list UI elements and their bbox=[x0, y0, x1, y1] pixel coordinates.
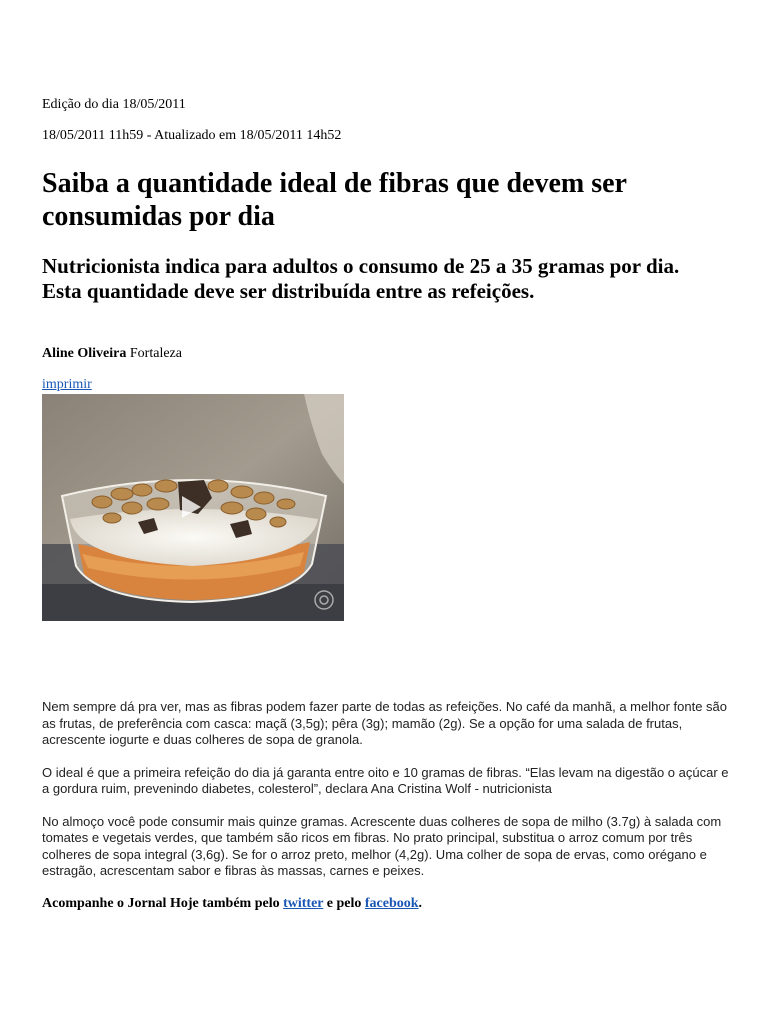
body-paragraph-1: Nem sempre dá pra ver, mas as fibras podem fazer parte de todas as refeições. No café da manhã, a melhor fonte são as frutas, de preferência com casca: maçã (3,5g); pêra (3g); mamão (2g). Se a opção for uma salada de frutas, acrescente iogurte e duas colheres de sopa de granola. bbox=[42, 699, 728, 747]
subhead-line-2: Esta quantidade deve ser distribuída entre as refeições. bbox=[42, 279, 535, 303]
article-body bbox=[42, 699, 732, 896]
article-subhead bbox=[42, 254, 722, 304]
twitter-link[interactable]: twitter bbox=[283, 896, 324, 911]
follow-prefix: Acompanhe o Jornal Hoje também pelo bbox=[42, 896, 280, 911]
follow-middle: e pelo bbox=[326, 896, 362, 911]
subhead-line-1: Nutricionista indica para adultos o consumo de 25 a 35 gramas por dia. bbox=[42, 254, 680, 278]
body-paragraph-3: No almoço você pode consumir mais quinze gramas. Acrescente duas colheres de sopa de milho (3.7g) à salada com tomates e vegetais verdes, que também são ricos em fibras. No prato principal, substitua o arroz comum por três colheres de sopa integral (3,6g). Se for o arroz preto, melhor (4,2g). Uma colher de sopa de ervas, como orégano e estragão, acrescentam sabor e fibras às massas, carnes e peixes. bbox=[42, 813, 722, 878]
author-location: Fortaleza bbox=[129, 346, 182, 361]
byline bbox=[42, 346, 182, 362]
follow-suffix: . bbox=[418, 896, 423, 911]
facebook-link[interactable]: facebook bbox=[364, 896, 419, 911]
article-headline: Saiba a quantidade ideal de fibras que devem ser consumidas por dia bbox=[42, 168, 627, 232]
video-player[interactable] bbox=[42, 394, 344, 621]
publish-timestamp: 18/05/2011 11h59 - Atualizado em 18/05/2011 14h52 bbox=[42, 128, 342, 143]
print-link[interactable]: imprimir bbox=[42, 377, 92, 392]
body-paragraph-2: O ideal é que a primeira refeição do dia já garanta entre oito e 10 gramas de fibras. “Elas levam na digestão o açúcar e a gordura ruim, prevenindo diabetes, colesterol”, declara Ana Cristina Wolf - nutricionista bbox=[42, 764, 729, 796]
follow-line bbox=[42, 896, 422, 912]
video-thumbnail bbox=[42, 394, 344, 621]
author-name: Aline Oliveira bbox=[42, 346, 127, 361]
edition-date: Edição do dia 18/05/2011 bbox=[42, 97, 186, 112]
